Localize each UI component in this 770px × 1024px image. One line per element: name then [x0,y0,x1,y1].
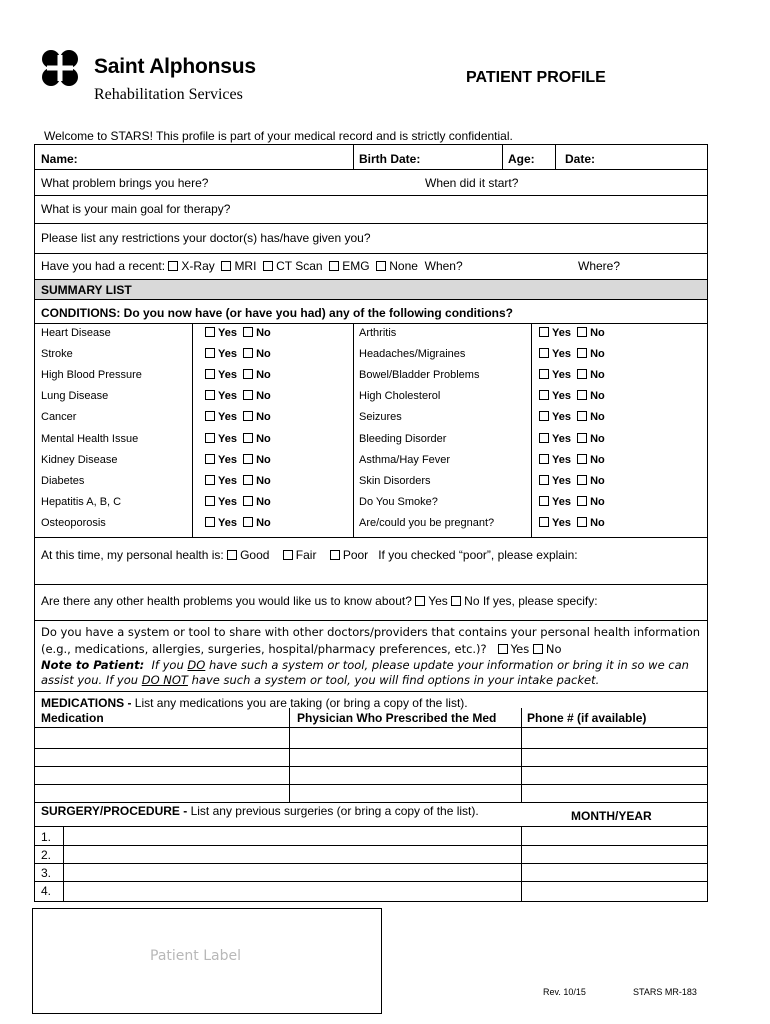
condition-yes-no-right [539,517,605,529]
intro-text: Welcome to STARS! This profile is part of your medical record and is strictly confidential. [44,129,513,143]
date-label: Date: [565,152,596,166]
condition-yes-no-left [205,390,271,402]
condition-yes-checkbox[interactable] [205,475,215,485]
condition-yes-no-left [205,348,271,360]
yes-label: Yes [218,454,237,466]
yes-label: Yes [552,348,571,360]
condition-yes-checkbox[interactable] [539,454,549,464]
condition-label-left: High Blood Pressure [41,369,142,381]
condition-no-checkbox[interactable] [243,454,253,464]
condition-yes-checkbox[interactable] [205,348,215,358]
condition-yes-no-right [539,348,605,360]
condition-yes-no-right [539,496,605,508]
condition-yes-no-right [539,433,605,445]
condition-yes-no-left [205,369,271,381]
problem-question: What problem brings you here? [41,176,209,190]
surgery-row-3: 3. [41,866,52,880]
none-checkbox[interactable] [376,261,386,271]
yes-label: Yes [218,517,237,529]
no-label: No [256,454,271,466]
condition-yes-checkbox[interactable] [539,390,549,400]
yes-label: Yes [218,390,237,402]
start-question: When did it start? [425,176,519,190]
yes-label: Yes [552,327,571,339]
yes-label: Yes [552,517,571,529]
surgery-row-1: 1. [41,830,52,844]
condition-yes-checkbox[interactable] [205,454,215,464]
no-label: No [590,475,605,487]
condition-yes-checkbox[interactable] [205,390,215,400]
system-tool-question-2: (e.g., medications, allergies, surgeries, hospital/pharmacy preferences, etc.)? Yes No [41,642,562,656]
condition-no-checkbox[interactable] [577,433,587,443]
condition-yes-no-right [539,411,605,423]
condition-label-left: Hepatitis A, B, C [41,496,122,508]
no-label: No [256,475,271,487]
condition-no-checkbox[interactable] [577,369,587,379]
condition-yes-no-right [539,369,605,381]
condition-label-right: Are/could you be pregnant? [359,517,495,529]
no-label: No [590,327,605,339]
no-label: No [256,327,271,339]
condition-label-right: Headaches/Migraines [359,348,466,360]
other-problems-row: Are there any other health problems you would like us to know about? Yes No If yes, please specify: [41,594,598,608]
health-fair-checkbox[interactable] [283,550,293,560]
condition-no-checkbox[interactable] [243,517,253,527]
revision-label: Rev. 10/15 [543,987,586,997]
condition-label-right: Skin Disorders [359,475,431,487]
yes-label: Yes [552,390,571,402]
note-to-patient-2: assist you. If you DO NOT have such a system or tool, you will find options in your intake packet. [41,673,600,687]
condition-yes-checkbox[interactable] [539,517,549,527]
condition-yes-no-right [539,390,605,402]
org-subtitle: Rehabilitation Services [94,86,243,103]
condition-label-left: Heart Disease [41,327,111,339]
condition-label-right: Seizures [359,411,402,423]
condition-label-left: Lung Disease [41,390,109,402]
no-label: No [590,369,605,381]
recent-test-row: Have you had a recent: X-Ray MRI CT Scan EMG None When? [41,259,463,273]
condition-no-checkbox[interactable] [577,390,587,400]
no-label: No [590,411,605,423]
physician-column-header: Physician Who Prescribed the Med [297,711,497,725]
medications-title: MEDICATIONS - List any medications you are taking (or bring a copy of the list). [41,696,468,710]
condition-yes-checkbox[interactable] [539,411,549,421]
condition-yes-checkbox[interactable] [205,433,215,443]
summary-title: SUMMARY LIST [41,283,132,297]
goal-question: What is your main goal for therapy? [41,202,231,216]
birth-date-label: Birth Date: [359,152,421,166]
condition-yes-no-right [539,454,605,466]
yes-label: Yes [552,411,571,423]
yes-label: Yes [552,496,571,508]
ct-scan-checkbox[interactable] [263,261,273,271]
condition-yes-checkbox[interactable] [205,411,215,421]
condition-label-right: Do You Smoke? [359,496,438,508]
condition-yes-checkbox[interactable] [205,496,215,506]
health-good-checkbox[interactable] [227,550,237,560]
yes-label: Yes [218,496,237,508]
condition-no-checkbox[interactable] [243,475,253,485]
condition-no-checkbox[interactable] [243,369,253,379]
health-poor-checkbox[interactable] [330,550,340,560]
condition-yes-checkbox[interactable] [205,369,215,379]
condition-yes-no-left [205,327,271,339]
yes-label: Yes [218,348,237,360]
condition-yes-checkbox[interactable] [539,475,549,485]
yes-label: Yes [552,454,571,466]
emg-checkbox[interactable] [329,261,339,271]
yes-label: Yes [552,369,571,381]
name-label: Name: [41,152,78,166]
condition-no-checkbox[interactable] [577,327,587,337]
yes-label: Yes [218,433,237,445]
form-code: STARS MR-183 [633,987,697,997]
yes-label: Yes [218,411,237,423]
no-label: No [256,369,271,381]
surgery-row-2: 2. [41,848,52,862]
conditions-title: CONDITIONS: Do you now have (or have you had) any of the following conditions? [41,306,514,320]
condition-label-right: High Cholesterol [359,390,441,402]
condition-no-checkbox[interactable] [577,475,587,485]
condition-no-checkbox[interactable] [577,411,587,421]
condition-label-left: Diabetes [41,475,85,487]
no-label: No [590,390,605,402]
condition-label-right: Bowel/Bladder Problems [359,369,480,381]
age-label: Age: [508,152,535,166]
condition-yes-checkbox[interactable] [205,517,215,527]
org-name: Saint Alphonsus [94,55,256,78]
surgery-title: SURGERY/PROCEDURE - List any previous surgeries (or bring a copy of the list). [41,804,479,818]
no-label: No [256,517,271,529]
medication-column-header: Medication [41,711,104,725]
condition-yes-checkbox[interactable] [539,496,549,506]
condition-yes-checkbox[interactable] [539,369,549,379]
no-label: No [590,454,605,466]
condition-no-checkbox[interactable] [577,454,587,464]
yes-label: Yes [218,327,237,339]
condition-label-left: Stroke [41,348,73,360]
phone-column-header: Phone # (if available) [527,711,647,725]
condition-yes-no-left [205,475,271,487]
xray-checkbox[interactable] [168,261,178,271]
yes-label: Yes [218,369,237,381]
mri-checkbox[interactable] [221,261,231,271]
surgery-row-4: 4. [41,884,52,898]
personal-health-row: At this time, my personal health is: Good Fair Poor If you checked “poor”, please explain: [41,548,578,562]
condition-yes-checkbox[interactable] [539,348,549,358]
no-label: No [256,496,271,508]
no-label: No [256,433,271,445]
page-title: PATIENT PROFILE [466,69,606,86]
note-to-patient: Note to Patient: If you DO have such a system or tool, please update your information or bring it in so we can [41,658,689,672]
summary-bar [35,280,707,299]
condition-no-checkbox[interactable] [577,348,587,358]
condition-yes-no-right [539,327,605,339]
condition-yes-checkbox[interactable] [205,327,215,337]
condition-no-checkbox[interactable] [243,348,253,358]
condition-no-checkbox[interactable] [243,496,253,506]
condition-yes-no-left [205,454,271,466]
yes-label: Yes [218,475,237,487]
condition-yes-no-left [205,411,271,423]
restrictions-question: Please list any restrictions your doctor(s) has/have given you? [41,231,371,245]
condition-no-checkbox[interactable] [577,496,587,506]
condition-yes-no-left [205,517,271,529]
month-year-header: MONTH/YEAR [571,809,652,823]
patient-label-text: Patient Label [150,948,241,964]
saint-alphonsus-logo-icon [38,46,82,90]
condition-no-checkbox[interactable] [243,327,253,337]
condition-yes-no-left [205,433,271,445]
condition-no-checkbox[interactable] [243,433,253,443]
no-label: No [590,496,605,508]
condition-yes-checkbox[interactable] [539,327,549,337]
no-label: No [590,348,605,360]
condition-yes-no-left [205,496,271,508]
other-yes-checkbox[interactable] [415,596,425,606]
where-label: Where? [578,259,621,273]
no-label: No [590,517,605,529]
condition-label-left: Kidney Disease [41,454,118,466]
condition-label-left: Osteoporosis [41,517,106,529]
no-label: No [256,411,271,423]
condition-label-right: Arthritis [359,327,397,339]
no-label: No [590,433,605,445]
condition-no-checkbox[interactable] [243,390,253,400]
system-tool-question: Do you have a system or tool to share with other doctors/providers that contains your personal health information [41,625,701,639]
condition-label-left: Mental Health Issue [41,433,139,445]
condition-no-checkbox[interactable] [243,411,253,421]
no-label: No [256,348,271,360]
condition-label-left: Cancer [41,411,77,423]
yes-label: Yes [552,475,571,487]
condition-yes-checkbox[interactable] [539,433,549,443]
other-no-checkbox[interactable] [451,596,461,606]
condition-no-checkbox[interactable] [577,517,587,527]
yes-label: Yes [552,433,571,445]
patient-profile-form [34,144,708,902]
condition-yes-no-right [539,475,605,487]
system-tool-no-checkbox[interactable] [533,644,543,654]
system-tool-yes-checkbox[interactable] [498,644,508,654]
condition-label-right: Bleeding Disorder [359,433,447,445]
condition-label-right: Asthma/Hay Fever [359,454,451,466]
no-label: No [256,390,271,402]
